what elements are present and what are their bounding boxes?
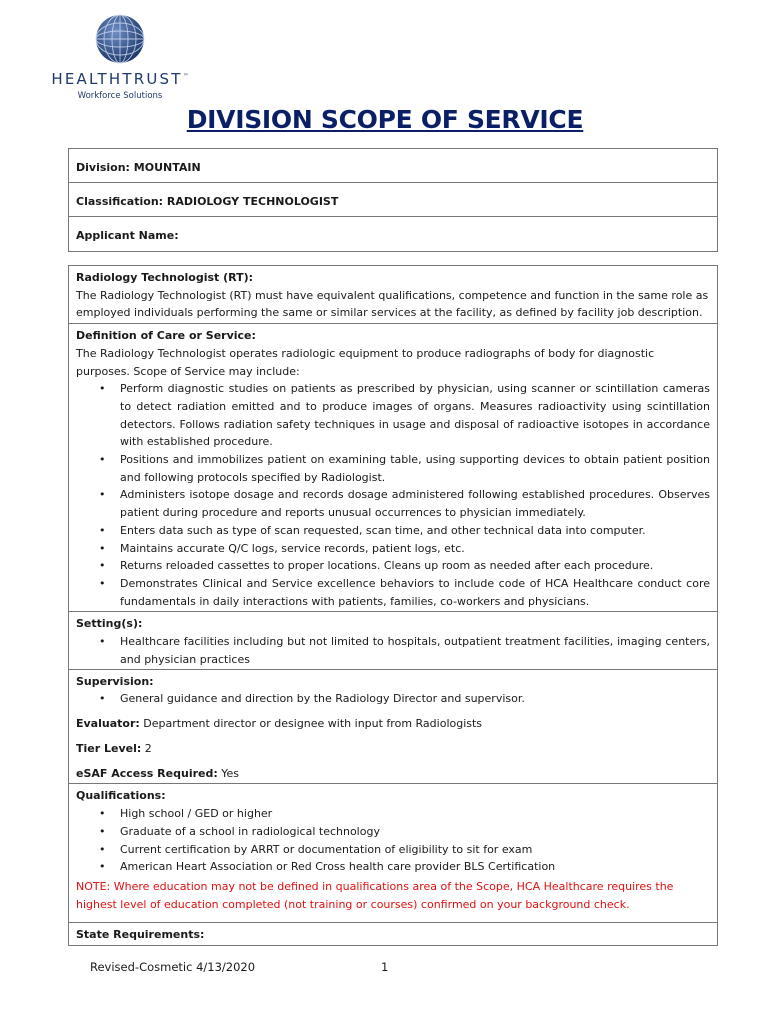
division-field: Division: MOUNTAIN: [69, 149, 717, 183]
qualifications-section: [69, 784, 717, 923]
header-box: [68, 148, 718, 252]
definition-heading: Definition of Care or Service:: [76, 329, 256, 343]
list-item: • Positions and immobilizes patient on examining table, using supporting devices to obtain patient position and following protocols specified by Radiologist.: [120, 451, 710, 486]
brand-subtitle: Workforce Solutions: [77, 91, 163, 101]
list-item: • Perform diagnostic studies on patients as prescribed by physician, using scanner or scintillation cameras to detect radiation emitted and to produce images of organs. Measures radioactivity using scintillation detectors. Follows radiation safety techniques in usage and disposal of radioactive isotopes in accordance with established procedure.: [120, 380, 710, 451]
settings-section: [69, 612, 717, 670]
supervision-heading: Supervision:: [76, 675, 154, 689]
evaluator-line: [76, 715, 710, 732]
brand-name: HEALTHTRUST™: [51, 70, 189, 88]
classification-field: Classification: RADIOLOGY TECHNOLOGIST: [69, 183, 717, 217]
tier-label: Tier Level:: [76, 742, 142, 756]
list-item: • Administers isotope dosage and records dosage administered following established procedures. Observes patient during procedure and reports unusual occurrences to physician immediately.: [120, 486, 710, 521]
esaf-line: [76, 765, 710, 782]
tier-value: 2: [141, 742, 152, 756]
scope-box: [68, 265, 718, 946]
applicant-name-field: Applicant Name:: [76, 229, 179, 242]
definition-intro: The Radiology Technologist operates radiologic equipment to produce radiographs of body for diagnostic purposes. Scope of Service may include:: [76, 346, 655, 378]
evaluator-value: Department director or designee with input from Radiologists: [139, 717, 483, 731]
rt-text: The Radiology Technologist (RT) must have equivalent qualifications, competence and function in the same role as employed individuals performing the same or similar services at the facility, as defined by facility job description.: [76, 288, 709, 320]
settings-list: [76, 633, 710, 668]
rt-section: [69, 266, 717, 324]
list-item: • High school / GED or higher: [120, 805, 710, 823]
supervision-section: [69, 670, 717, 784]
rt-heading: Radiology Technologist (RT):: [76, 271, 254, 284]
globe-logo-icon: [95, 14, 145, 64]
list-item: • Returns reloaded cassettes to proper locations. Cleans up room as needed after each procedure.: [120, 557, 710, 575]
healthtrust-logo: [40, 14, 200, 101]
list-item: • Current certification by ARRT or documentation of eligibility to sit for exam: [120, 841, 710, 859]
list-item: • Demonstrates Clinical and Service excellence behaviors to include code of HCA Healthcare conduct core fundamentals in daily interactions with patients, families, co-workers and physicians.: [120, 575, 710, 610]
state-heading: State Requirements:: [76, 928, 205, 942]
definition-section: [69, 324, 717, 612]
qualifications-heading: Qualifications:: [76, 789, 166, 803]
esaf-label: eSAF Access Required:: [76, 767, 218, 781]
settings-heading: Setting(s):: [76, 617, 143, 631]
list-item: • Healthcare facilities including but not limited to hospitals, outpatient treatment facilities, imaging centers, and physician practices: [120, 633, 710, 668]
list-item: • Enters data such as type of scan requested, scan time, and other technical data into computer.: [120, 522, 710, 540]
esaf-value: Yes: [217, 767, 240, 781]
page-title: DIVISION SCOPE OF SERVICE: [186, 105, 584, 134]
evaluator-label: Evaluator:: [76, 717, 140, 731]
list-item: • General guidance and direction by the Radiology Director and supervisor.: [120, 690, 710, 707]
state-section: [69, 923, 717, 945]
qualifications-list: [76, 805, 710, 876]
page-number: 1: [381, 960, 389, 974]
definition-list: [76, 380, 710, 610]
supervision-list: [76, 690, 710, 707]
education-note: NOTE: Where education may not be defined in qualifications area of the Scope, HCA Healthcare requires the highest level of education completed (not training or courses) confirmed on your background check.: [76, 879, 674, 911]
list-item: • Graduate of a school in radiological technology: [120, 823, 710, 841]
list-item: • Maintains accurate Q/C logs, service records, patient logs, etc.: [120, 540, 710, 558]
revision-date: Revised-Cosmetic 4/13/2020: [90, 960, 256, 974]
tier-line: [76, 740, 710, 757]
list-item: • American Heart Association or Red Cross health care provider BLS Certification: [120, 858, 710, 876]
